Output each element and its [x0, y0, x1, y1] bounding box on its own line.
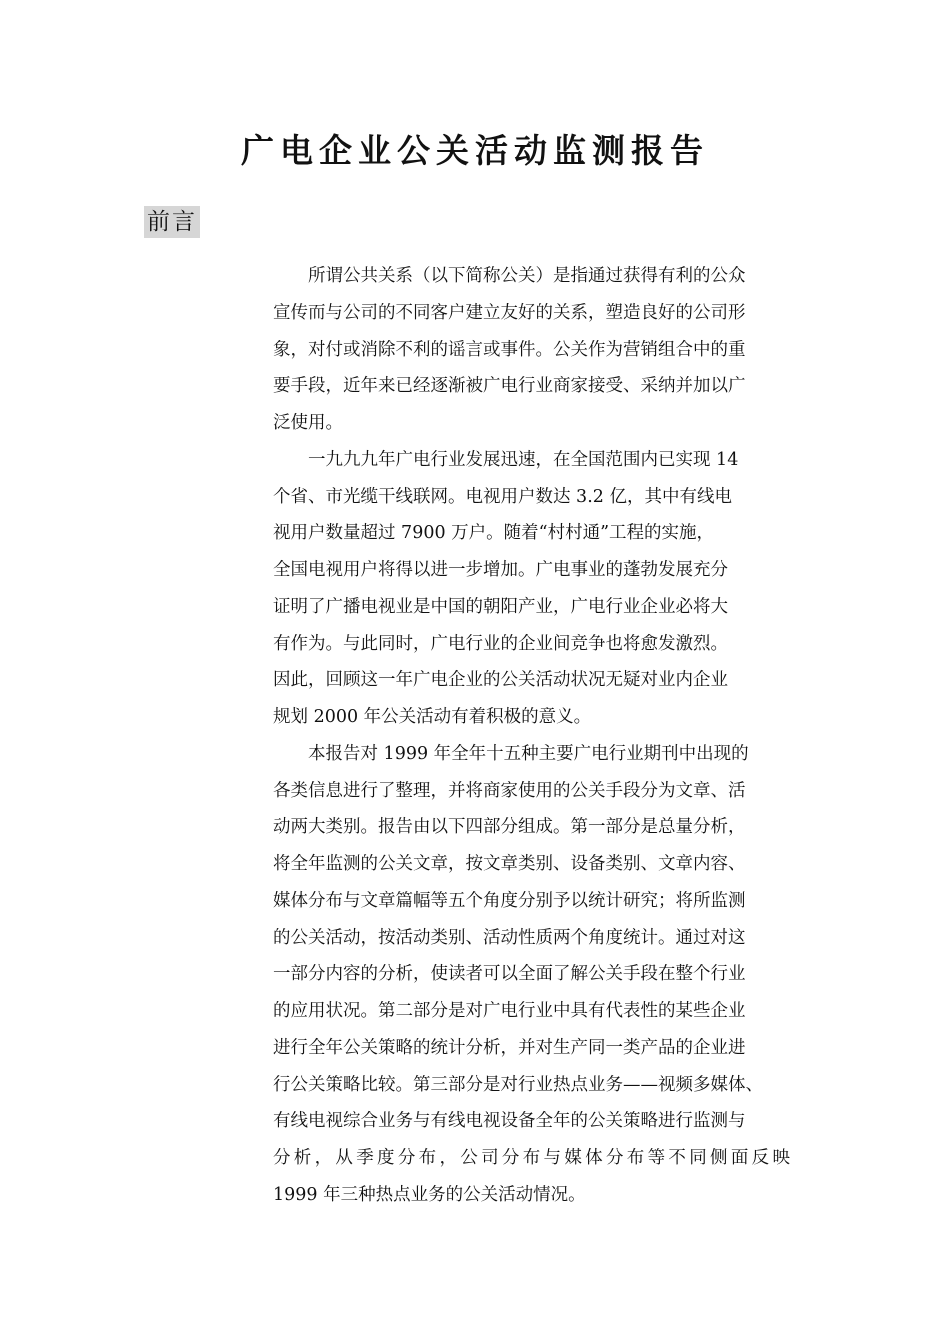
text-line: 一九九九年广电行业发展迅速，在全国范围内已实现 14 — [308, 449, 739, 470]
text-line: 的公关活动，按活动类别、活动性质两个角度统计。通过对这 — [273, 927, 746, 948]
text-line: 分析，从季度分布，公司分布与媒体分布等不同侧面反映 — [273, 1148, 790, 1168]
text-line: 泛使用。 — [273, 413, 343, 433]
text-line: 本报告对 1999 年全年十五种主要广电行业期刊中出现的 — [308, 743, 749, 764]
text-line: 视用户数量超过 7900 万户。随着“村村通”工程的实施， — [273, 523, 715, 544]
text-line: 行公关策略比较。第三部分是对行业热点业务——视频多媒体、 — [273, 1074, 763, 1095]
text-line: 因此，回顾这一年广电企业的公关活动状况无疑对业内企业 — [273, 670, 728, 691]
text-line: 进行全年公关策略的统计分析，并对生产同一类产品的企业进 — [273, 1037, 746, 1058]
text-line: 动两大类别。报告由以下四部分组成。第一部分是总量分析， — [273, 817, 746, 838]
text-line: 要手段，近年来已经逐渐被广电行业商家接受、采纳并加以广 — [273, 376, 746, 397]
section-heading-preface: 前言 — [144, 206, 200, 238]
text-line: 有作为。与此同时，广电行业的企业间竞争也将愈发激烈。 — [273, 633, 728, 654]
text-line: 将全年监测的公关文章，按文章类别、设备类别、文章内容、 — [273, 854, 746, 874]
text-line: 一部分内容的分析，使读者可以全面了解公关手段在整个行业 — [273, 964, 746, 985]
text-line: 个省、市光缆干线联网。电视用户数达 3.2 亿，其中有线电 — [273, 486, 732, 507]
text-line: 媒体分布与文章篇幅等五个角度分别予以统计研究；将所监测 — [273, 890, 746, 911]
text-line: 有线电视综合业务与有线电视设备全年的公关策略进行监测与 — [273, 1111, 746, 1132]
text-line: 证明了广播电视业是中国的朝阳产业，广电行业企业必将大 — [273, 596, 728, 617]
text-line: 宣传而与公司的不同客户建立友好的关系，塑造良好的公司形 — [273, 302, 746, 323]
text-line: 的应用状况。第二部分是对广电行业中具有代表性的某些企业 — [273, 1001, 746, 1021]
text-line: 全国电视用户将得以进一步增加。广电事业的蓬勃发展充分 — [273, 560, 728, 580]
body-text — [273, 258, 793, 1214]
text-line: 各类信息进行了整理，并将商家使用的公关手段分为文章、活 — [273, 780, 746, 801]
text-line: 所谓公共关系（以下简称公关）是指通过获得有利的公众 — [308, 266, 746, 286]
text-line: 规划 2000 年公关活动有着积极的意义。 — [273, 707, 592, 727]
document-title: 广电企业公关活动监测报告 — [241, 131, 709, 170]
text-line: 象，对付或消除不利的谣言或事件。公关作为营销组合中的重 — [273, 339, 746, 360]
text-line: 1999 年三种热点业务的公关活动情况。 — [273, 1184, 586, 1205]
